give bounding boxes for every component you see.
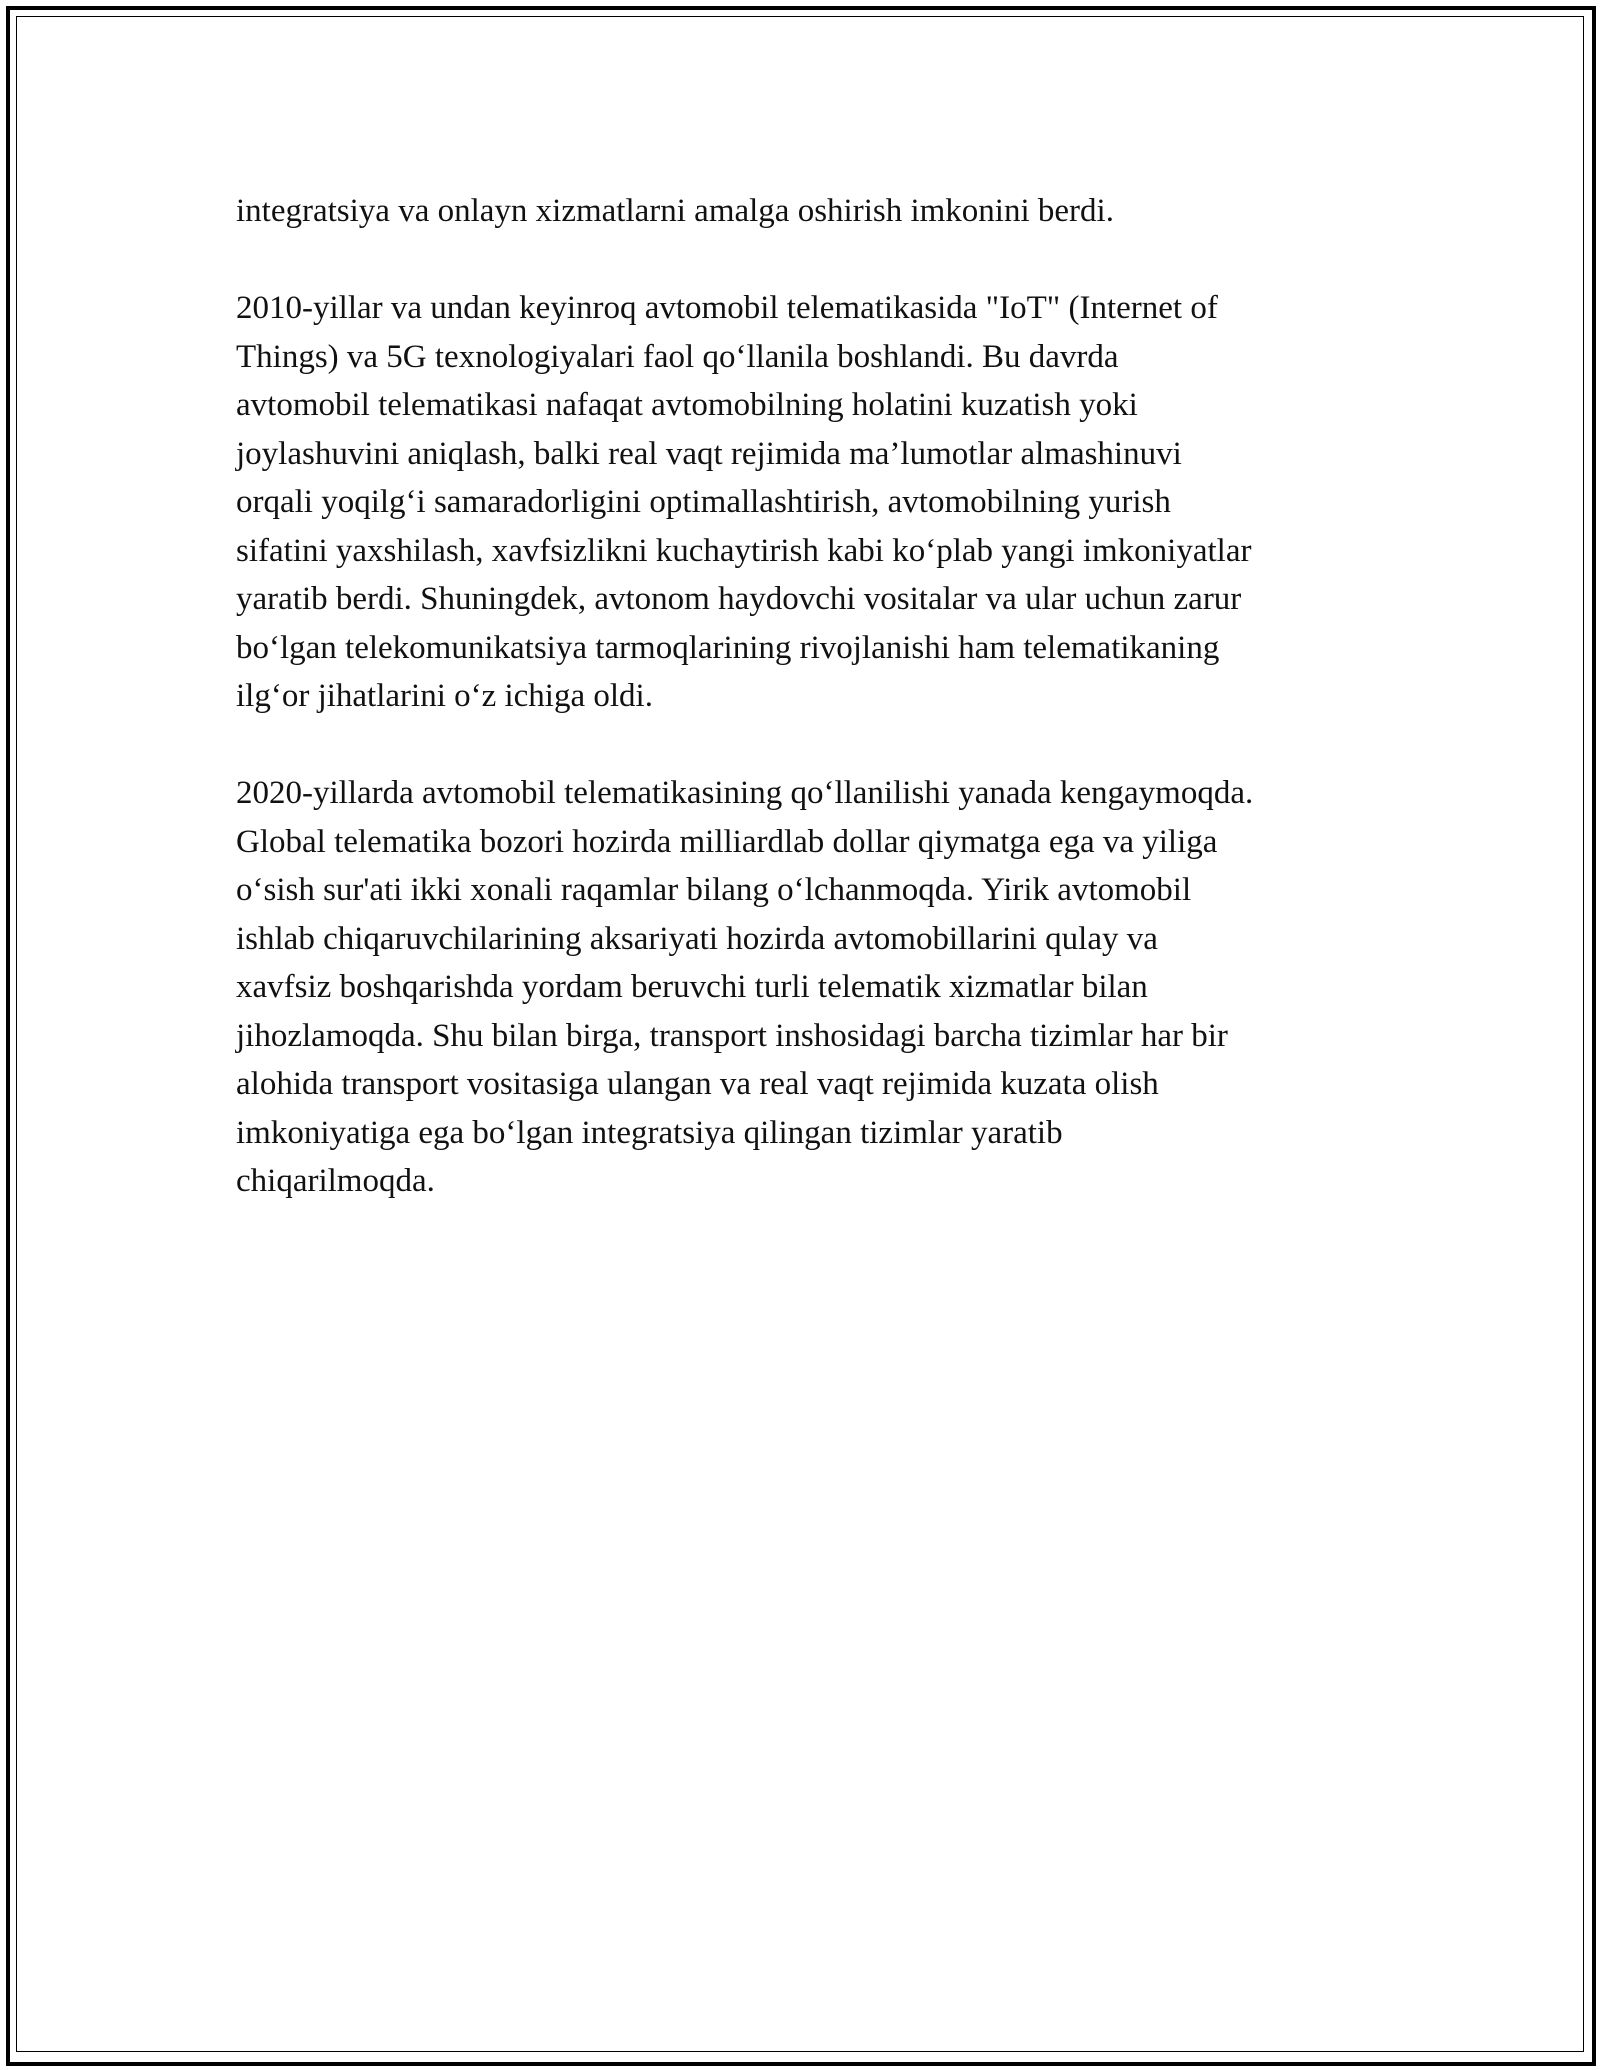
paragraph-3 [236, 769, 1386, 1206]
text-line: orqali yoqilg‘i samaradorligini optimallashtirish, avtomobilning yurish [236, 484, 1171, 520]
text-line: joylashuvini aniqlash, balki real vaqt rejimida ma’lumotlar almashinuvi [236, 435, 1182, 472]
text-line: 2010-yillar va undan keyinroq avtomobil telematikasida "IoT" (Internet of [236, 290, 1218, 326]
text-line: sifatini yaxshilash, xavfsizlikni kuchaytirish kabi ko‘plab yangi imkoniyatlar [236, 532, 1252, 569]
text-line: jihozlamoqda. Shu bilan birga, transport inshosidagi barcha tizimlar har bir [236, 1017, 1228, 1054]
text-line: imkoniyatiga ega bo‘lgan integratsiya qilingan tizimlar yaratib [236, 1114, 1063, 1151]
paragraph-1 [236, 187, 1386, 236]
paragraph-gap [236, 721, 1386, 770]
text-line: chiqarilmoqda. [236, 1163, 435, 1199]
text-line: ilg‘or jihatlarini o‘z ichiga oldi. [236, 678, 653, 714]
text-line: avtomobil telematikasi nafaqat avtomobilning holatini kuzatish yoki [236, 387, 1138, 423]
text-line: 2020-yillarda avtomobil telematikasining qo‘llanilishi yanada kengaymoqda. [236, 775, 1254, 811]
text-line: xavfsiz boshqarishda yordam beruvchi turli telematik xizmatlar bilan [236, 969, 1148, 1005]
text-line: integratsiya va onlayn xizmatlarni amalga oshirish imkonini berdi. [236, 193, 1114, 229]
document-body [236, 187, 1386, 1206]
text-line: o‘sish sur'ati ikki xonali raqamlar bilang o‘lchanmoqda. Yirik avtomobil [236, 872, 1192, 908]
paragraph-2 [236, 284, 1386, 721]
text-line: Things) va 5G texnologiyalari faol qo‘llanila boshlandi. Bu davrda [236, 338, 1119, 375]
text-line: bo‘lgan telekomunikatsiya tarmoqlarining rivojlanishi ham telematikaning [236, 629, 1220, 666]
text-line: yaratib berdi. Shuningdek, avtonom haydovchi vositalar va ular uchun zarur [236, 581, 1242, 617]
text-line: alohida transport vositasiga ulangan va real vaqt rejimida kuzata olish [236, 1066, 1159, 1102]
text-line: Global telematika bozori hozirda milliardlab dollar qiymatga ega va yiliga [236, 823, 1218, 860]
paragraph-gap [236, 236, 1386, 285]
text-line: ishlab chiqaruvchilarining aksariyati hozirda avtomobillarini qulay va [236, 920, 1158, 957]
